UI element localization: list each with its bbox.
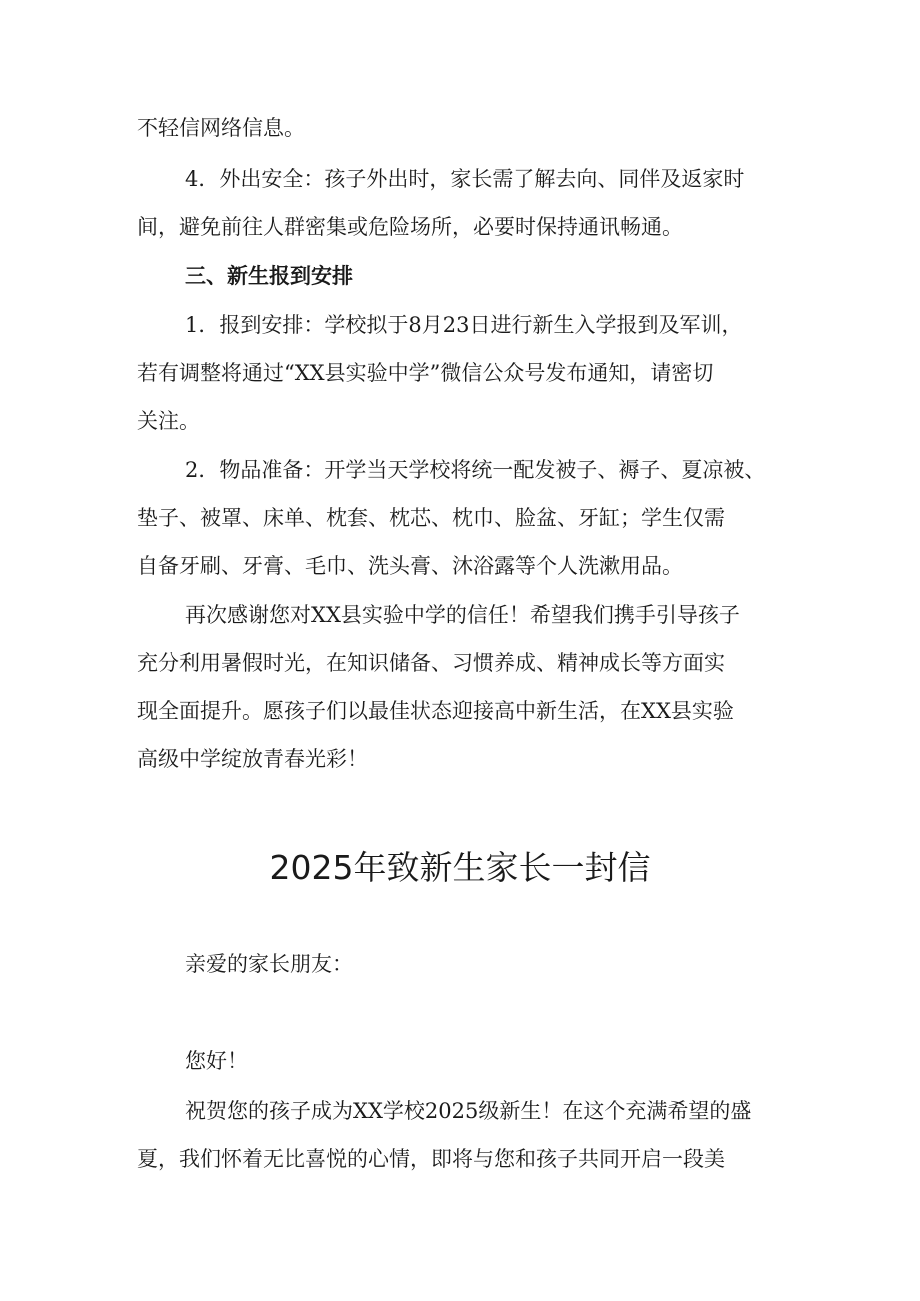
letter-greeting	[137, 1037, 797, 1085]
text-line: 高级中学绽放青春光彩！	[137, 747, 368, 771]
text-line: 不轻信网络信息。	[137, 116, 305, 140]
paragraph-supplies	[137, 446, 797, 590]
text-line: 夏，我们怀着无比喜悦的心情，即将与您和孩子共同开启一段美	[137, 1147, 725, 1171]
letter-intro	[137, 1087, 797, 1183]
heading-text: 三、新生报到安排	[185, 263, 353, 288]
letter-salutation	[137, 940, 797, 988]
paragraph-closing	[137, 591, 797, 783]
text-line: 2．物品准备：开学当天学校将统一配发被子、褥子、夏凉被、	[185, 458, 766, 482]
text-line: 关注。	[137, 409, 200, 433]
text-line: 若有调整将通过“XX县实验中学”微信公众号发布通知，请密切	[137, 361, 714, 385]
text-line: 充分利用暑假时光，在知识储备、习惯养成、精神成长等方面实	[137, 651, 725, 675]
text-line: 1．报到安排：学校拟于8月23日进行新生入学报到及军训，	[185, 313, 743, 337]
text-line: 垫子、被罩、床单、枕套、枕芯、枕巾、脸盆、牙缸；学生仅需	[137, 506, 725, 530]
text-line: 祝贺您的孩子成为XX学校2025级新生！在这个充满希望的盛	[185, 1099, 752, 1123]
text-line: 现全面提升。愿孩子们以最佳状态迎接高中新生活，在XX县实验	[137, 699, 734, 723]
section-heading-registration	[137, 252, 797, 300]
letter-title: 2025年致新生家长一封信	[269, 848, 651, 887]
paragraph-tail	[137, 104, 797, 152]
text-line: 再次感谢您对XX县实验中学的信任！希望我们携手引导孩子	[185, 603, 740, 627]
paragraph-registration	[137, 301, 797, 445]
text-line: 4．外出安全：孩子外出时，家长需了解去向、同伴及返家时	[185, 167, 745, 191]
text-line: 您好！	[185, 1049, 248, 1073]
paragraph-outing-safety	[137, 155, 797, 251]
text-line: 自备牙刷、牙膏、毛巾、洗头膏、沐浴露等个人洗漱用品。	[137, 554, 683, 578]
text-line: 间，避免前往人群密集或危险场所，必要时保持通讯畅通。	[137, 215, 683, 239]
text-line: 亲爱的家长朋友：	[185, 952, 353, 976]
